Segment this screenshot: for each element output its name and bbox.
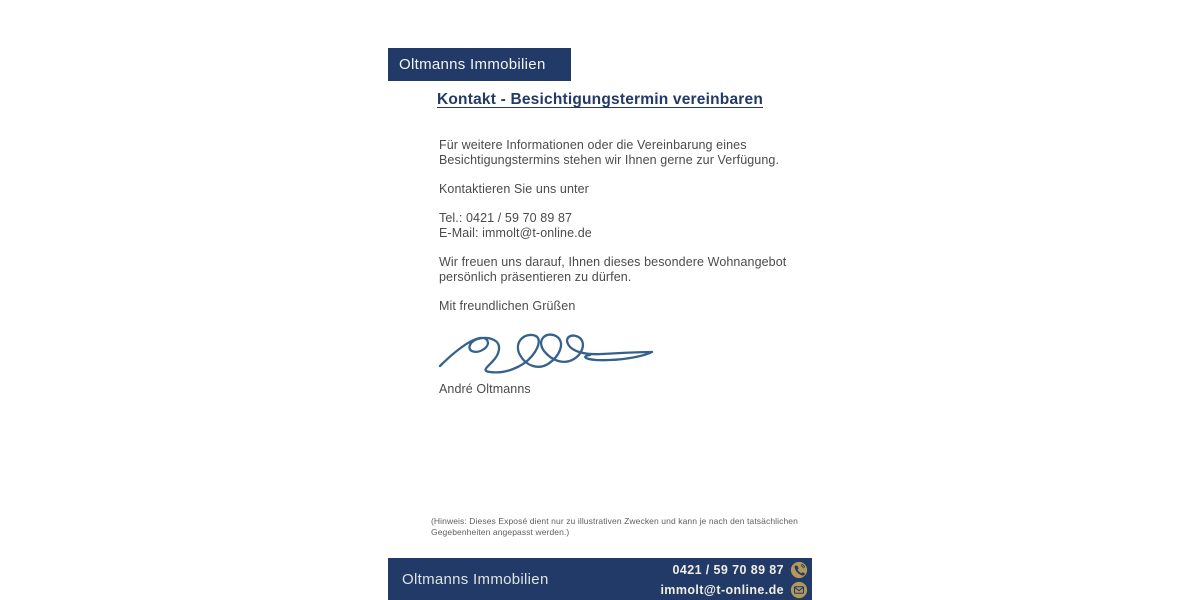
- footer-contact-block: [660, 560, 808, 599]
- phone-line: Tel.: 0421 / 59 70 89 87: [439, 211, 573, 225]
- phone-icon: [790, 561, 808, 579]
- body-text: [439, 138, 789, 397]
- header-brand-label: Oltmanns Immobilien: [399, 56, 546, 73]
- footer-email-row: [660, 580, 808, 599]
- email-icon: [790, 581, 808, 599]
- contact-prompt: Kontaktieren Sie uns unter: [439, 182, 589, 196]
- footer-phone-number: 0421 / 59 70 89 87: [672, 562, 784, 577]
- disclaimer-line-2: Gegebenheiten angepasst werden.): [431, 527, 570, 537]
- footer-phone-row: [673, 560, 808, 579]
- expose-contact-page: [388, 0, 812, 600]
- intro-line-1: Für weitere Informationen oder die Vereinbarung eines: [439, 138, 747, 152]
- header-brand-bar: [388, 48, 571, 81]
- footer-bar: [388, 558, 812, 600]
- disclaimer-note: [431, 516, 806, 538]
- contact-details: [439, 211, 789, 241]
- closing-line-1: Wir freuen uns darauf, Ihnen dieses besondere Wohnangebot: [439, 255, 787, 269]
- email-line: E-Mail: immolt@t-online.de: [439, 226, 592, 240]
- closing-line-2: persönlich präsentieren zu dürfen.: [439, 270, 632, 284]
- signature-image: [434, 328, 662, 376]
- valediction: Mit freundlichen Grüßen: [439, 299, 576, 313]
- intro-line-2: Besichtigungstermins stehen wir Ihnen gerne zur Verfügung.: [439, 153, 780, 167]
- footer-brand-label: Oltmanns Immobilien: [402, 570, 549, 588]
- disclaimer-line-1: (Hinweis: Dieses Exposé dient nur zu illustrativen Zwecken und kann je nach den tatsächlichen: [431, 516, 798, 526]
- signature-name: André Oltmanns: [439, 382, 531, 396]
- intro-paragraph: [439, 138, 789, 168]
- footer-email-address: immolt@t-online.de: [660, 582, 784, 597]
- page-title: Kontakt - Besichtigungstermin vereinbaren: [436, 91, 763, 108]
- closing-paragraph: [439, 255, 789, 285]
